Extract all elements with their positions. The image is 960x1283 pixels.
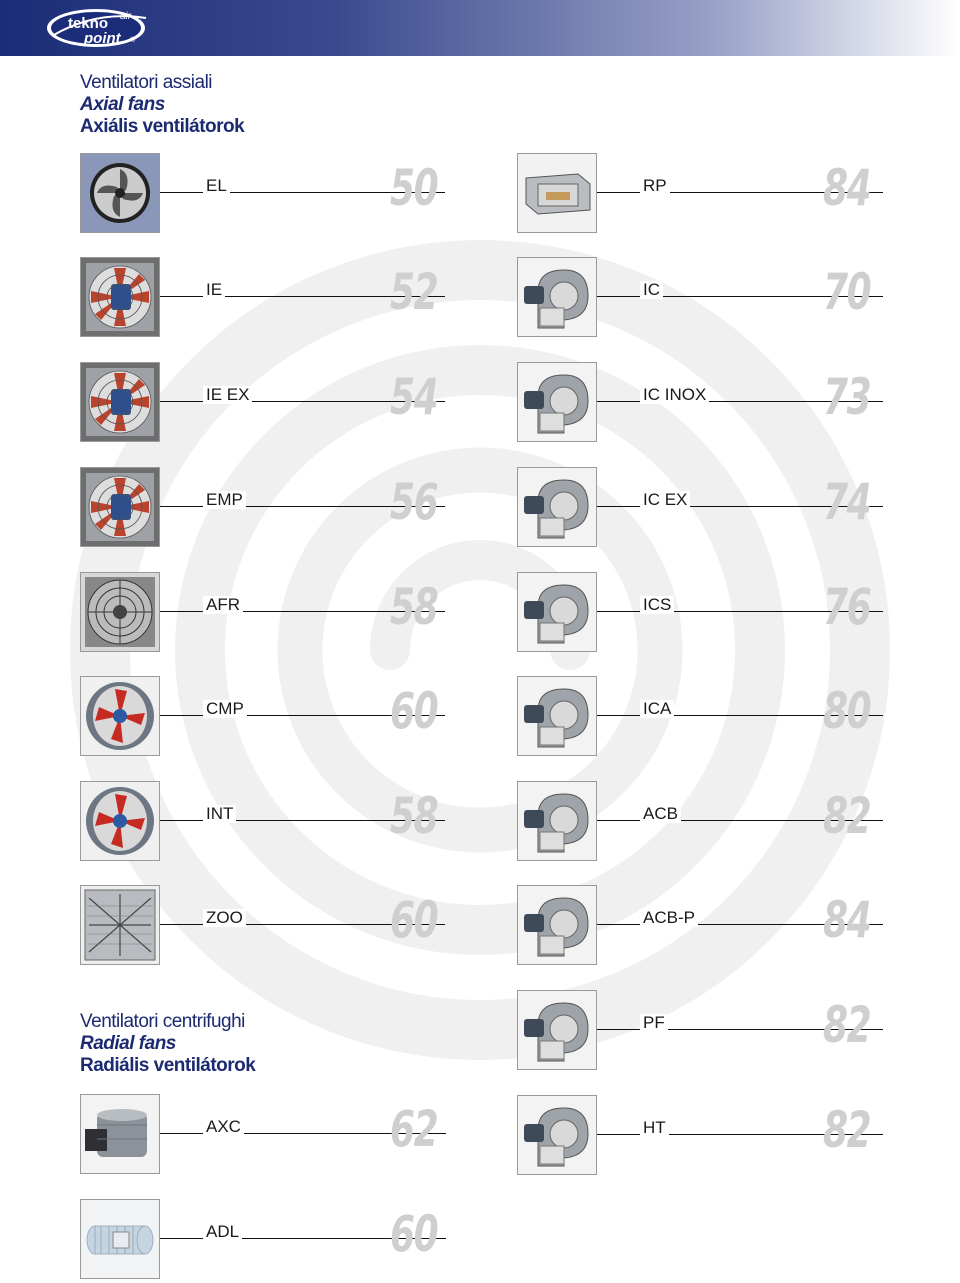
centrifugal-fan-icon [517,676,597,756]
page-number: 62 [390,1100,438,1158]
svg-text:point: point [84,30,121,47]
page-number: 84 [823,891,871,949]
page-number: 58 [390,787,438,845]
page-number: 82 [823,996,871,1054]
header-bar [0,0,960,56]
page-number: 58 [390,578,438,636]
wall-fan-icon [80,362,160,442]
wall-fan-icon [80,467,160,547]
box-fan-icon [80,885,160,965]
product-label: ACB-P [640,909,698,927]
product-label: HT [640,1119,669,1137]
page-number: 73 [823,368,871,426]
centrifugal-fan-icon [517,362,597,442]
product-label: IC [640,281,663,299]
product-label: ZOO [203,909,246,927]
grille-fan-icon [80,572,160,652]
radial-title-it: Ventilatori centrifughi [80,1011,245,1032]
tekno-point-logo[interactable] [46,6,152,50]
product-label: ICA [640,700,674,718]
page-number: 84 [823,159,871,217]
radial-title-en: Radial fans [80,1033,176,1054]
centrifugal-fan-icon [517,467,597,547]
page-number: 70 [823,263,871,321]
duct-fan-icon [80,676,160,756]
page-number: 60 [390,682,438,740]
product-label: RP [640,177,670,195]
product-label: IE [203,281,225,299]
product-label: EMP [203,491,246,509]
product-label: ACB [640,805,681,823]
product-label: CMP [203,700,247,718]
product-label: AFR [203,596,243,614]
page-number: 56 [390,473,438,531]
product-label: AXC [203,1118,244,1136]
axial-title-hu: Axiális ventilátorok [80,116,245,137]
page-number: 60 [390,891,438,949]
product-label: IC EX [640,491,690,509]
radial-section-title [80,1011,255,1077]
flexible-duct-icon [80,1199,160,1279]
centrifugal-fan-icon [517,885,597,965]
wall-fan-icon [80,257,160,337]
svg-text:tekno: tekno [68,15,109,32]
centrifugal-fan-icon [517,990,597,1070]
page-number: 76 [823,578,871,636]
duct-fan-icon [80,781,160,861]
centrifugal-fan-icon [517,1095,597,1175]
page-number: 52 [390,263,438,321]
centrifugal-fan-icon [517,781,597,861]
product-label: EL [203,177,230,195]
background-swirl [30,200,930,1100]
product-label: IC INOX [640,386,709,404]
page-number: 74 [823,473,871,531]
axial-fan-icon [80,153,160,233]
centrifugal-fan-icon [517,257,597,337]
page-number: 80 [823,682,871,740]
axial-title-it: Ventilatori assiali [80,72,213,93]
product-label: INT [203,805,236,823]
svg-text:®: ® [130,37,136,44]
centrifugal-fan-icon [517,572,597,652]
product-label: IE EX [203,386,252,404]
box-blower-icon [517,153,597,233]
page-number: 50 [390,159,438,217]
product-label: ICS [640,596,674,614]
page-number: 54 [390,368,438,426]
axial-title-en: Axial fans [80,94,165,115]
inline-duct-fan-icon [80,1094,160,1174]
page-number: 82 [823,787,871,845]
page-number: 82 [823,1101,871,1159]
radial-title-hu: Radiális ventilátorok [80,1055,256,1076]
page-number: 60 [390,1205,438,1263]
product-label: ADL [203,1223,242,1241]
svg-text:air: air [120,11,132,22]
product-label: PF [640,1014,668,1032]
axial-section-title [80,72,244,138]
